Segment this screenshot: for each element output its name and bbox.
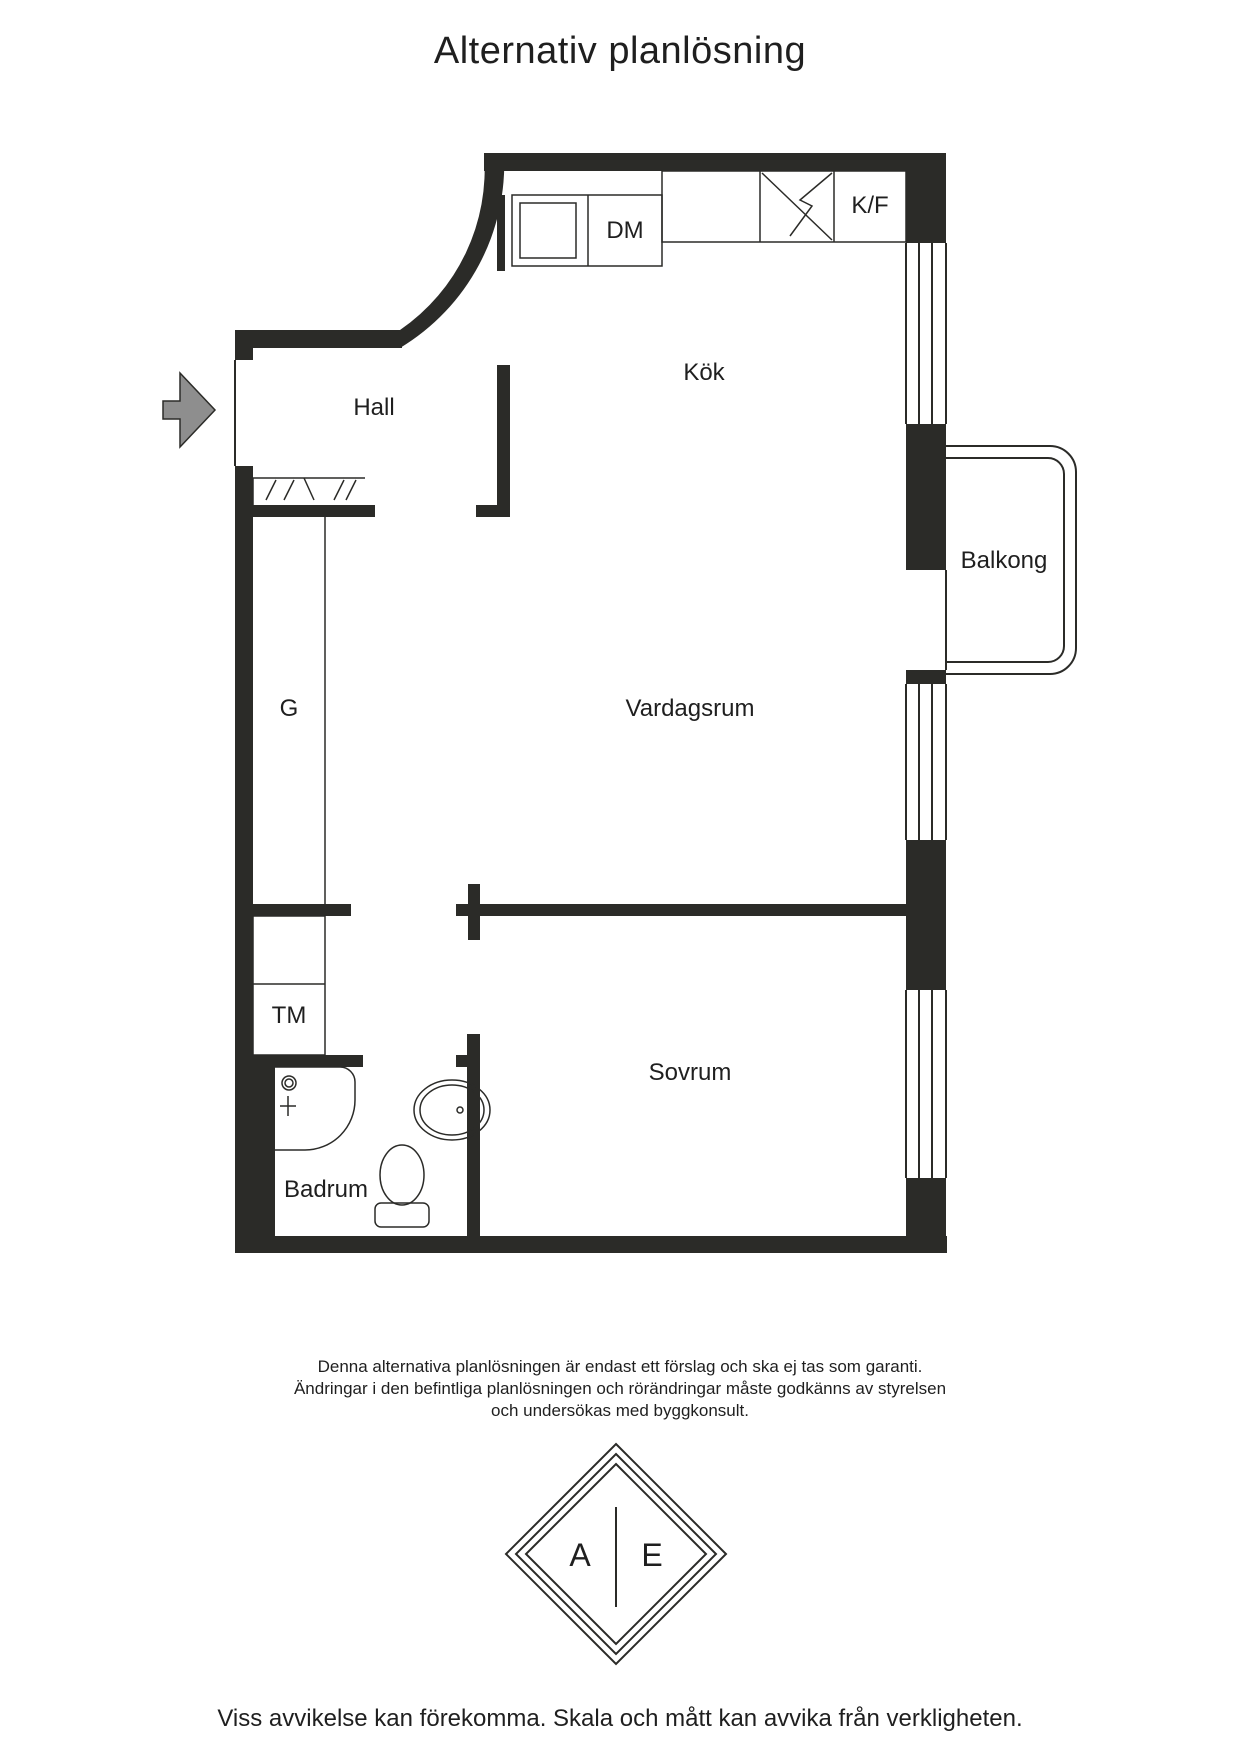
wall-hall-top [235,330,400,348]
kitchen-fixtures [512,171,906,266]
room-label-kok: Kök [683,359,725,386]
room-label-balkong: Balkong [960,547,1048,574]
bathroom-fixtures [275,1067,490,1227]
wall-right-1 [906,153,946,243]
wall-g-bottom [253,904,351,916]
room-label-hall: Hall [353,394,395,421]
wall-hall-closet [253,505,375,517]
logo-diamond-icon [506,1444,726,1664]
wall-hall-corner [235,330,253,360]
room-label-kf: K/F [851,192,889,219]
disclaimer-line-1: Denna alternativa planlösningen är endast ett förslag och ska ej tas som garanti. [317,1357,923,1376]
wall-curve-stub [497,195,505,271]
footer-note: Viss avvikelse kan förekomma. Skala och mått kan avvika från verkligheten. [217,1705,1023,1732]
room-label-badrum: Badrum [283,1176,369,1203]
logo-letter-a: A [569,1537,591,1573]
wall-bath-right [467,1034,480,1244]
wall-left [235,466,253,1066]
wall-right-3 [906,670,946,684]
room-label-sovrum: Sovrum [648,1059,732,1086]
wall-left-lower [235,1055,275,1253]
wall-right-2 [906,424,946,570]
wall-right-4 [906,840,946,990]
room-label-vardagsrum: Vardagsrum [625,695,755,722]
wall-kitchen-partition [497,365,510,515]
page-title: Alternativ planlösning [433,30,807,72]
disclaimer-line-3: och undersökas med byggkonsult. [491,1401,749,1420]
wall-bottom [235,1236,947,1253]
room-label-tm: TM [271,1002,307,1029]
room-label-g: G [279,695,299,722]
wall-curved [400,153,504,348]
logo-letter-e: E [641,1537,663,1573]
wall-right-5 [906,1178,946,1253]
wall-top [484,153,946,171]
walls [235,153,947,1253]
room-label-dm: DM [606,217,644,244]
wall-bedroom-top [456,904,906,916]
closets [253,478,365,1055]
disclaimer [0,1356,1240,1422]
disclaimer-line-2: Ändringar i den befintliga planlösningen och rörändringar måste godkänns av styrelsen [293,1379,947,1398]
wall-bath-top [253,1055,363,1067]
windows [235,243,946,1178]
entrance-arrow-icon [163,373,215,447]
